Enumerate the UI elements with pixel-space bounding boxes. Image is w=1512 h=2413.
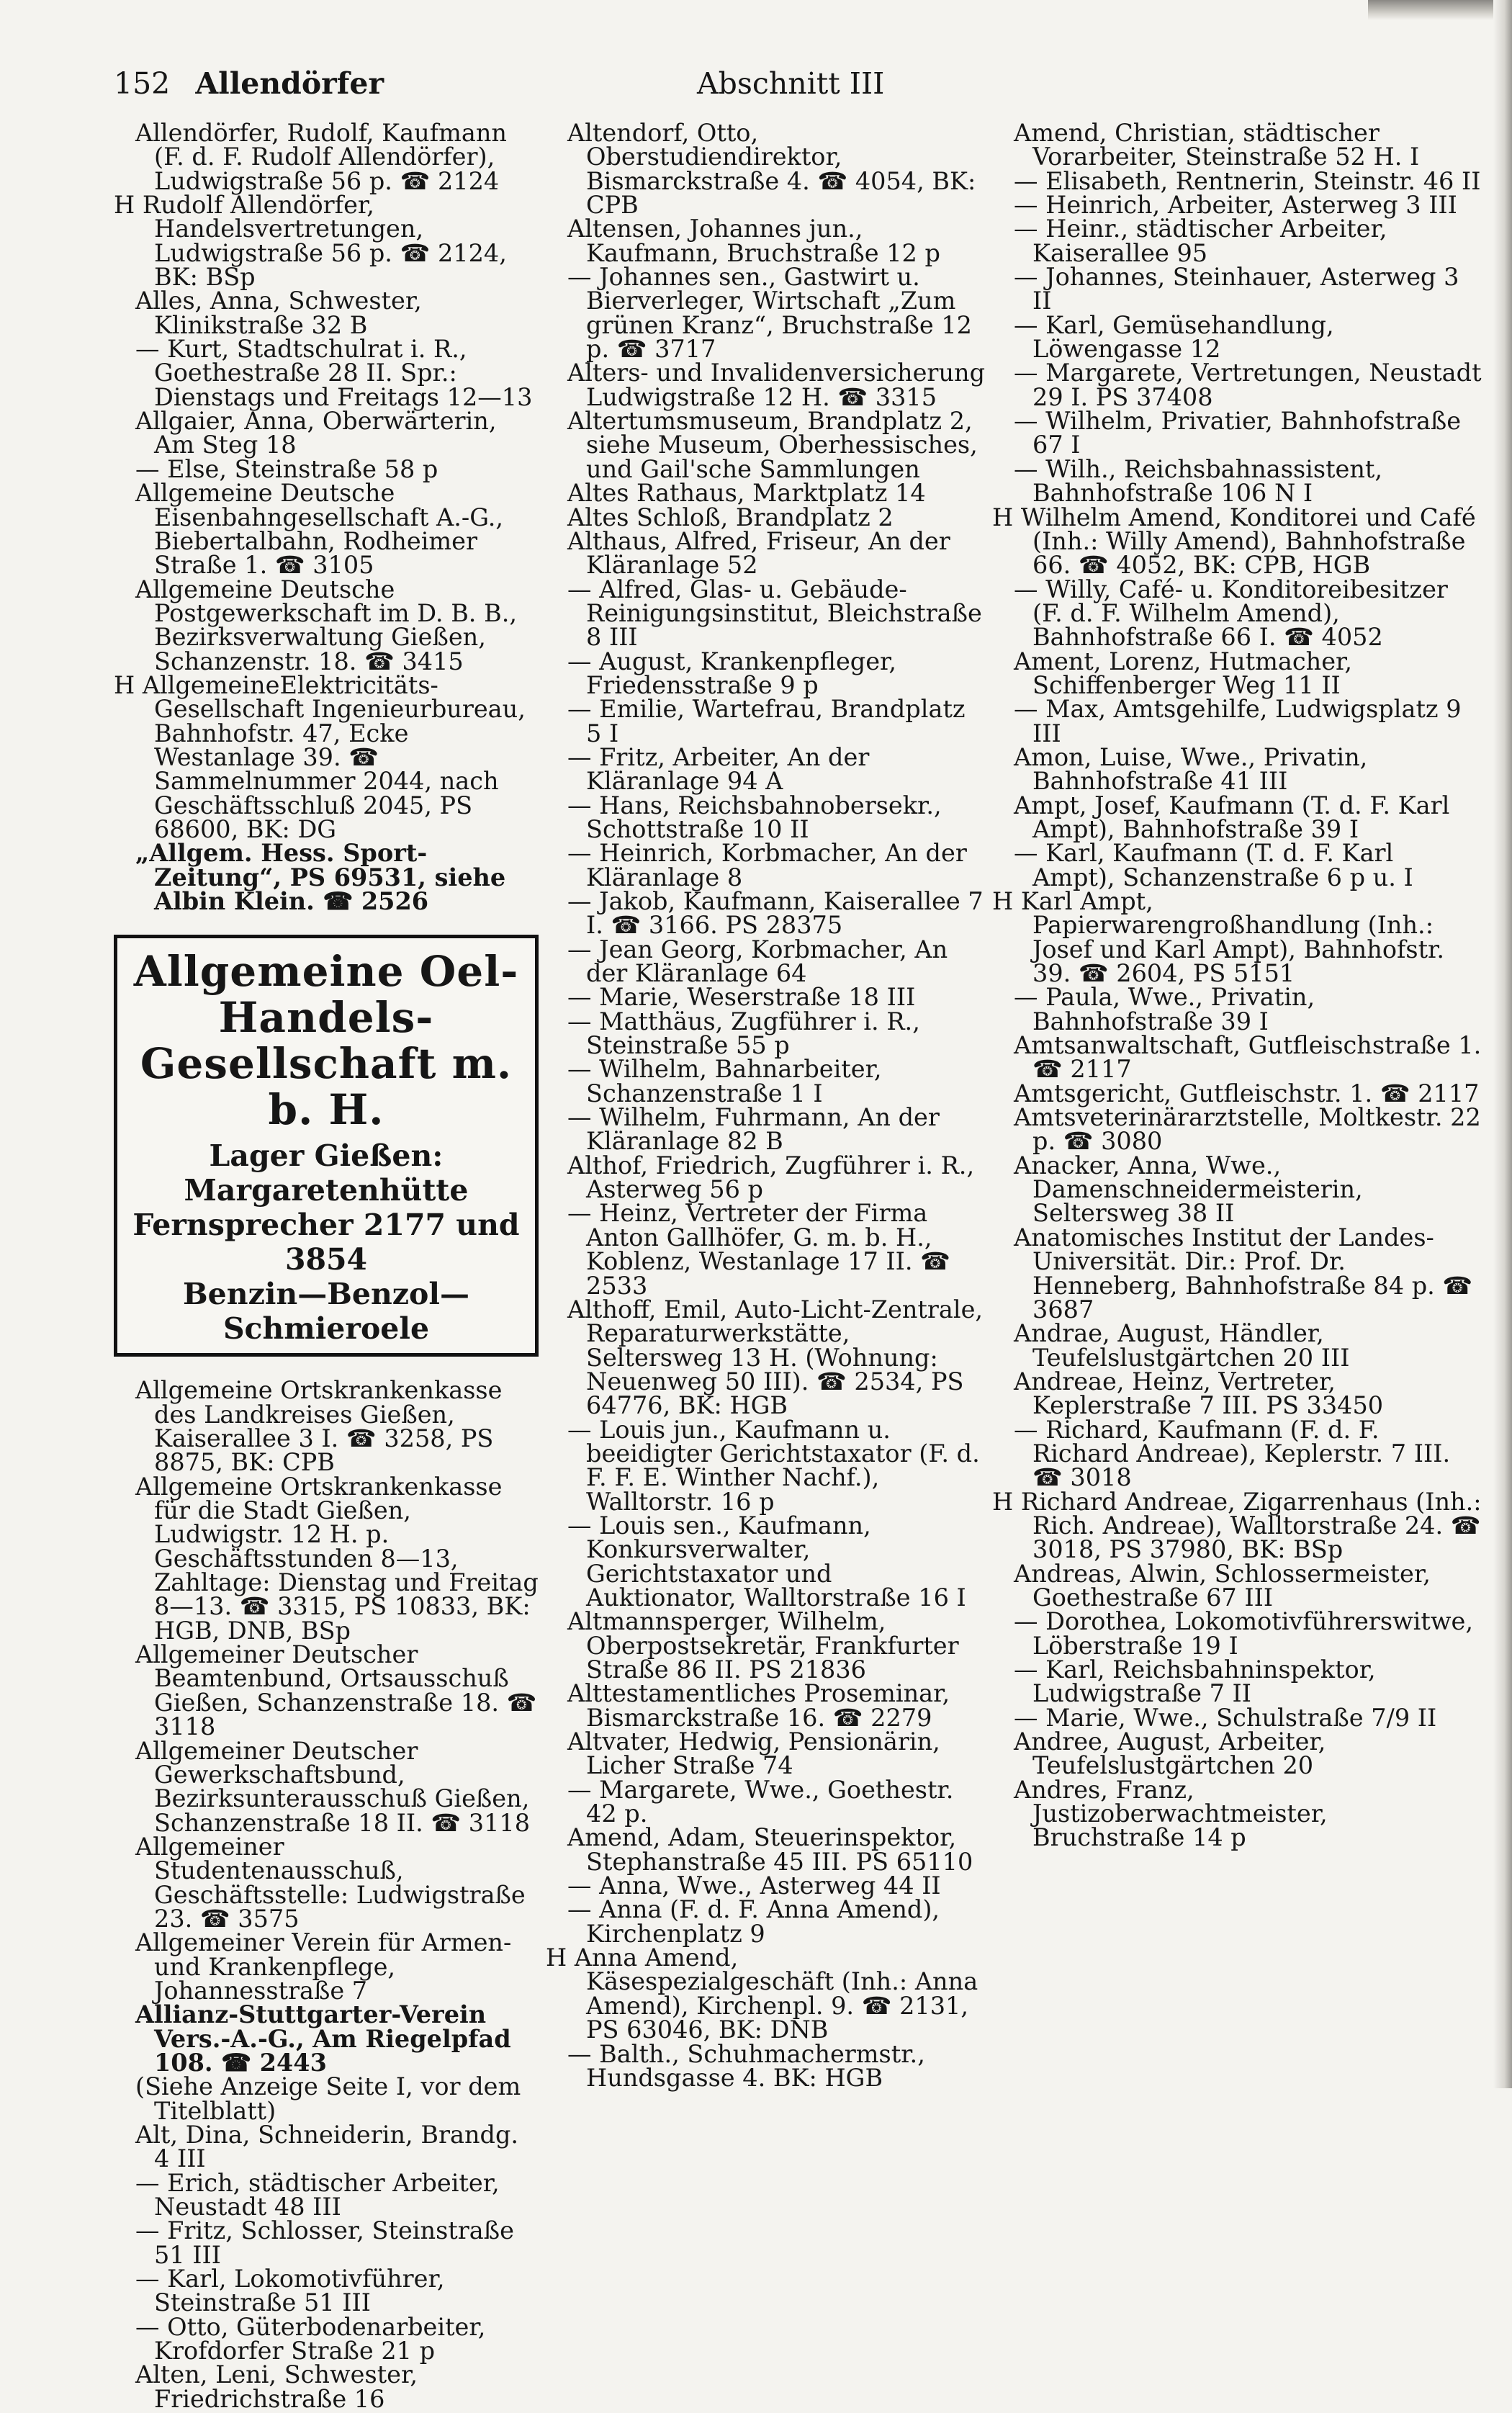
directory-entry: — Anna (F. d. F. Anna Amend), Kirchenplatz 9 xyxy=(567,1895,940,1948)
directory-entry: — Karl, Gemüsehandlung, Löwengasse 12 xyxy=(1014,310,1334,364)
directory-entry: — Paula, Wwe., Privatin, Bahnhofstraße 39 I xyxy=(1014,983,1315,1035)
directory-entry: Alt, Dina, Schneiderin, Brandg. 4 III xyxy=(135,2121,519,2173)
directory-entry: Amtsgericht, Gutfleischstr. 1. ☎ 2117 xyxy=(1014,1079,1480,1107)
directory-entry: — Richard, Kaufmann (F. d. F. Richard Andreae), Keplerstr. 7 III. ☎ 3018 xyxy=(1014,1415,1451,1492)
directory-entry: — Erich, städtischer Arbeiter, Neustadt 48 III xyxy=(135,2168,500,2221)
directory-entry: Alten, Leni, Schwester, Friedrichstraße 16 xyxy=(135,2360,418,2413)
directory-entry: — Heinz, Vertreter der Firma Anton Gallhöfer, G. m. b. H., Koblenz, Westanlage 17 II. ☎ 2533 xyxy=(567,1199,950,1300)
directory-entry: Andreae, Heinz, Vertreter, Keplerstraße 7 III. PS 33450 xyxy=(1014,1367,1384,1420)
directory-entry: Altes Rathaus, Marktplatz 14 xyxy=(567,479,926,508)
directory-entry: — Marie, Weserstraße 18 III xyxy=(567,983,916,1012)
directory-entry: — Anna, Wwe., Asterweg 44 II xyxy=(567,1871,941,1900)
directory-entry: Andres, Franz, Justizoberwachtmeister, Bruchstraße 14 p xyxy=(1014,1775,1328,1852)
page-number: 152 xyxy=(114,66,171,101)
page-edge-right xyxy=(1493,0,1512,2088)
directory-entry: Allgemeiner Deutscher Gewerkschaftsbund, Bezirksunterausschuß Gießen, Schanzenstraße 18 II. ☎ 3118 xyxy=(135,1736,531,1837)
directory-entry: Allgemeine Deutsche Eisenbahngesellschaft A.-G., Biebertalbahn, Rodheimer Straße 1. ☎ 3105 xyxy=(135,479,504,580)
directory-entry: Alttestamentliches Proseminar, Bismarckstraße 16. ☎ 2279 xyxy=(567,1679,950,1732)
directory-entry: (Siehe Anzeige Seite I, vor dem Titelblatt) xyxy=(135,2072,521,2125)
directory-entry: H Wilhelm Amend, Konditorei und Café (Inh.: Willy Amend), Bahnhofstraße 66. ☎ 4052, BK: CPB, HGB xyxy=(992,503,1476,580)
directory-entry: Altensen, Johannes jun., Kaufmann, Bruchstraße 12 p xyxy=(567,215,940,267)
directory-entry: „Allgem. Hess. Sport-Zeitung“, PS 69531, siehe Albin Klein. ☎ 2526 xyxy=(135,839,506,915)
directory-entry: — Heinrich, Korbmacher, An der Kläranlage 8 xyxy=(567,839,967,891)
directory-entry: H Richard Andreae, Zigarrenhaus (Inh.: Rich. Andreae), Walltorstraße 24. ☎ 3018, PS 37980, BK: BSp xyxy=(992,1487,1482,1564)
ad-company-name-line2: Gesellschaft m. b. H. xyxy=(140,1039,513,1135)
directory-entry: Alters- und Invalidenversicherung Ludwigstraße 12 H. ☎ 3315 xyxy=(567,359,986,411)
directory-entry: — Johannes, Steinhauer, Asterweg 3 II xyxy=(1014,263,1459,315)
directory-entry: — Dorothea, Lokomotivführerswitwe, Löberstraße 19 I xyxy=(1014,1607,1474,1660)
directory-column-1 xyxy=(114,121,539,2411)
directory-entry: Allgemeine Ortskrankenkasse des Landkreises Gießen, Kaiserallee 3 I. ☎ 3258, PS 8875, BK: CPB xyxy=(135,1376,503,1477)
ad-company-name-line1: Allgemeine Oel-Handels- xyxy=(133,947,519,1043)
directory-entry: — August, Krankenpfleger, Friedensstraße 9 p xyxy=(567,647,897,699)
directory-entry: H AllgemeineElektricitäts-Gesellschaft Ingenieurbureau, Bahnhofstr. 47, Ecke Westanlage 39. ☎ Sammelnummer 2044, nach Geschäftsschluß 2045, PS 68600, BK: DG xyxy=(114,670,526,843)
directory-entry: Allendörfer, Rudolf, Kaufmann (F. d. F. Rudolf Allendörfer), Ludwigstraße 56 p. ☎ 2124 xyxy=(135,119,507,195)
directory-entry: — Else, Steinstraße 58 p xyxy=(135,454,438,483)
directory-entry: — Karl, Lokomotivführer, Steinstraße 51 III xyxy=(135,2265,445,2317)
directory-entry: — Jakob, Kaufmann, Kaiserallee 7 I. ☎ 3166. PS 28375 xyxy=(567,887,984,940)
ad-phone: Fernsprecher 2177 und 3854 xyxy=(132,1208,520,1277)
directory-entry: Althoff, Emil, Auto-Licht-Zentrale, Reparaturwerkstätte, Seltersweg 13 H. (Wohnung: Neuenweg 50 III). ☎ 2534, PS 64776, BK: HGB xyxy=(567,1295,984,1420)
directory-entry: Andree, August, Arbeiter, Teufelslustgärtchen 20 xyxy=(1014,1727,1326,1780)
directory-entry: — Margarete, Wwe., Goethestr. 42 p. xyxy=(567,1775,954,1828)
directory-entry: — Fritz, Schlosser, Steinstraße 51 III xyxy=(135,2216,514,2269)
directory-entry: Amtsanwaltschaft, Gutfleischstraße 1. ☎ 2117 xyxy=(1014,1031,1482,1084)
directory-entry: — Louis jun., Kaufmann u. beeidigter Gerichtstaxator (F. d. F. F. E. Winther Nachf.), Walltorstr. 16 p xyxy=(567,1415,980,1516)
directory-entry: Anatomisches Institut der Landes-Universität. Dir.: Prof. Dr. Henneberg, Bahnhofstraße 84 p. ☎ 3687 xyxy=(1014,1223,1473,1324)
directory-entry: — Elisabeth, Rentnerin, Steinstr. 46 II xyxy=(1014,166,1481,195)
directory-entry: — Alfred, Glas- u. Gebäude-Reinigungsinstitut, Bleichstraße 8 III xyxy=(567,575,982,652)
directory-entry: Allgemeine Ortskrankenkasse für die Stadt Gießen, Ludwigstr. 12 H. p. Geschäftsstunden 8—13, Zahltage: Dienstag und Freitag 8—13. ☎ 3315, PS 10833, BK: HGB, DNB, BSp xyxy=(135,1472,539,1645)
directory-entry: Allgaier, Anna, Oberwärterin, Am Steg 18 xyxy=(135,407,497,459)
running-head: Allendörfer xyxy=(195,66,384,101)
directory-entry: Amend, Christian, städtischer Vorarbeiter, Steinstraße 52 H. I xyxy=(1014,119,1420,171)
directory-entry: — Balth., Schuhmachermstr., Hundsgasse 4. BK: HGB xyxy=(567,2039,925,2092)
directory-entry: Andreas, Alwin, Schlossermeister, Goethestraße 67 III xyxy=(1014,1559,1431,1612)
directory-entry: Allgemeiner Deutscher Beamtenbund, Ortsausschuß Gießen, Schanzenstraße 18. ☎ 3118 xyxy=(135,1640,537,1741)
directory-entry: Allgemeine Deutsche Postgewerkschaft im D. B. B., Bezirksverwaltung Gießen, Schanzenstr. 18. ☎ 3415 xyxy=(135,575,518,675)
directory-column-3 xyxy=(992,121,1482,1850)
page-edge-top xyxy=(1368,0,1512,20)
advertisement-box xyxy=(114,935,539,1357)
directory-entry: Altmannsperger, Wilhelm, Oberpostsekretär, Frankfurter Straße 86 II. PS 21836 xyxy=(567,1607,959,1684)
directory-entry: — Matthäus, Zugführer i. R., Steinstraße 55 p xyxy=(567,1007,920,1060)
directory-entry: Alles, Anna, Schwester, Klinikstraße 32 B xyxy=(135,287,422,339)
directory-entry: Althof, Friedrich, Zugführer i. R., Asterweg 56 p xyxy=(567,1151,975,1204)
directory-column-2 xyxy=(546,121,986,2090)
directory-entry: Amon, Luise, Wwe., Privatin, Bahnhofstraße 41 III xyxy=(1014,742,1368,796)
directory-entry: — Margarete, Vertretungen, Neustadt 29 I. PS 37408 xyxy=(1014,359,1482,411)
directory-entry: Ament, Lorenz, Hutmacher, Schiffenberger Weg 11 II xyxy=(1014,647,1353,699)
directory-entry: Anacker, Anna, Wwe., Damenschneidermeisterin, Seltersweg 38 II xyxy=(1014,1151,1363,1228)
directory-entry: — Louis sen., Kaufmann, Konkursverwalter, Gerichtstaxator und Auktionator, Walltorstraße 16 I xyxy=(567,1511,966,1612)
directory-entry: Allianz-Stuttgarter-Verein Vers.-A.-G., Am Riegelpfad 108. ☎ 2443 xyxy=(135,2000,511,2077)
ad-products: Benzin—Benzol—Schmieroele xyxy=(183,1277,469,1347)
directory-entry: — Jean Georg, Korbmacher, An der Kläranlage 64 xyxy=(567,935,948,988)
directory-entry: Ampt, Josef, Kaufmann (T. d. F. Karl Ampt), Bahnhofstraße 39 I xyxy=(1014,791,1450,843)
directory-entry: — Heinrich, Arbeiter, Asterweg 3 III xyxy=(1014,191,1457,220)
directory-entry: — Emilie, Wartefrau, Brandplatz 5 I xyxy=(567,695,966,747)
directory-entry: Althaus, Alfred, Friseur, An der Kläranlage 52 xyxy=(567,526,950,580)
directory-entry: — Fritz, Arbeiter, An der Kläranlage 94 A xyxy=(567,742,870,796)
directory-entry: H Anna Amend, Käsespezialgeschäft (Inh.: Anna Amend), Kirchenpl. 9. ☎ 2131, PS 63046, BK: DNB xyxy=(546,1944,978,2044)
directory-entry: Altes Schloß, Brandplatz 2 xyxy=(567,503,894,531)
directory-entry: Amtsveterinärarztstelle, Moltkestr. 22 p. ☎ 3080 xyxy=(1014,1103,1481,1156)
directory-entry: Allgemeiner Verein für Armen- und Krankenpflege, Johannesstraße 7 xyxy=(135,1928,512,2005)
directory-entry: — Wilh., Reichsbahnassistent, Bahnhofstraße 106 N I xyxy=(1014,454,1383,508)
directory-entry: Altvater, Hedwig, Pensionärin, Licher Straße 74 xyxy=(567,1727,940,1780)
directory-entry: Altertumsmuseum, Brandplatz 2, siehe Museum, Oberhessisches, und Gail'sche Sammlungen xyxy=(567,407,978,483)
page-number-header xyxy=(114,66,384,101)
directory-entry: — Wilhelm, Fuhrmann, An der Kläranlage 82 B xyxy=(567,1103,940,1156)
directory-entry: — Kurt, Stadtschulrat i. R., Goethestraße 28 II. Spr.: Dienstags und Freitags 12—13 xyxy=(135,335,533,411)
directory-entry: — Karl, Reichsbahninspektor, Ludwigstraße 7 II xyxy=(1014,1655,1376,1708)
directory-entry: — Max, Amtsgehilfe, Ludwigsplatz 9 III xyxy=(1014,695,1462,747)
directory-entry: — Karl, Kaufmann (T. d. F. Karl Ampt), Schanzenstraße 6 p u. I xyxy=(1014,839,1413,891)
ad-warehouse: Lager Gießen: Margaretenhütte xyxy=(184,1138,469,1208)
directory-entry: — Wilhelm, Bahnarbeiter, Schanzenstraße 1 I xyxy=(567,1055,882,1107)
directory-entry: H Rudolf Allendörfer, Handelsvertretungen, Ludwigstraße 56 p. ☎ 2124, BK: BSp xyxy=(114,191,507,292)
section-title: Abschnitt III xyxy=(697,66,885,101)
directory-entry: — Heinr., städtischer Arbeiter, Kaiserallee 95 xyxy=(1014,215,1387,267)
directory-entry: Andrae, August, Händler, Teufelslustgärtchen 20 III xyxy=(1014,1319,1350,1372)
directory-entry: Allgemeiner Studentenausschuß, Geschäftsstelle: Ludwigstraße 23. ☎ 3575 xyxy=(135,1832,526,1933)
directory-entry: — Otto, Güterbodenarbeiter, Krofdorfer Straße 21 p xyxy=(135,2312,486,2365)
directory-entry: — Hans, Reichsbahnobersekr., Schottstraße 10 II xyxy=(567,791,942,843)
directory-entry: — Johannes sen., Gastwirt u. Bierverleger, Wirtschaft „Zum grünen Kranz“, Bruchstraße 12 p. ☎ 3717 xyxy=(567,263,972,364)
directory-entry: — Willy, Café- u. Konditoreibesitzer (F. d. F. Wilhelm Amend), Bahnhofstraße 66 I. ☎ 4052 xyxy=(1014,575,1448,652)
directory-entry: H Karl Ampt, Papierwarengroßhandlung (Inh.: Josef und Karl Ampt), Bahnhofstr. 39. ☎ 2604, PS 5151 xyxy=(992,887,1445,988)
directory-entry: — Marie, Wwe., Schulstraße 7/9 II xyxy=(1014,1703,1437,1732)
directory-entry: Altendorf, Otto, Oberstudiendirektor, Bismarckstraße 4. ☎ 4054, BK: CPB xyxy=(567,119,976,220)
directory-entry: Amend, Adam, Steuerinspektor, Stephanstraße 45 III. PS 65110 xyxy=(567,1823,973,1876)
directory-entry: — Wilhelm, Privatier, Bahnhofstraße 67 I xyxy=(1014,407,1462,459)
